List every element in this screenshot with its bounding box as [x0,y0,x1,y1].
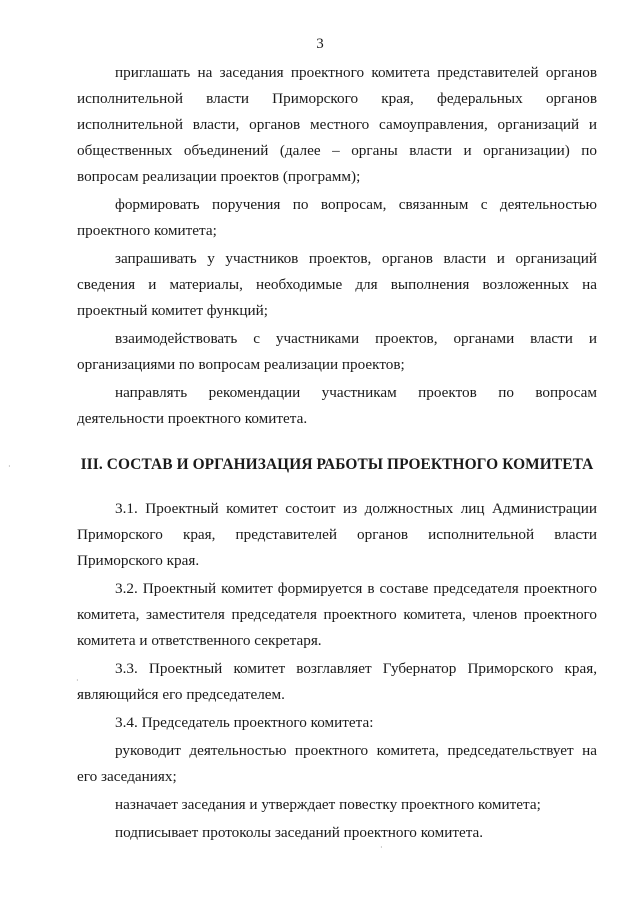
paragraph-3-3: 3.3. Проектный комитет возглавляет Губернатор Приморского края, являющийся его председателем. [77,660,597,703]
paragraph-interact: взаимодействовать с участниками проектов, органами власти и организациями по вопросам реализации проектов; [77,330,597,373]
paragraph-recommend: направлять рекомендации участникам проектов по вопросам деятельности проектного комитета. [77,384,597,427]
scan-artifact-mark: · [380,843,383,852]
paragraph-invite: приглашать на заседания проектного комитета представителей органов исполнительной власти Приморского края, федеральных органов исполнительной власти, органов местного самоуправления, организаций и общественных объединений (далее – органы власти и организации) по вопросам реализации проектов (программ); [77,64,597,185]
section-heading: III. СОСТАВ И ОРГАНИЗАЦИЯ РАБОТЫ ПРОЕКТНОГО КОМИТЕТА [80,456,594,473]
paragraph-3-1: 3.1. Проектный комитет состоит из должностных лиц Администрации Приморского края, представителей органов исполнительной власти Приморского края. [77,500,597,569]
paragraph-request: запрашивать у участников проектов, органов власти и организаций сведения и материалы, необходимые для выполнения возложенных на проектный комитет функций; [77,250,597,319]
page-number: 3 [316,36,324,52]
paragraph-instructions: формировать поручения по вопросам, связанным с деятельностью проектного комитета; [77,196,597,239]
scan-artifact-mark: · [76,676,79,685]
paragraph-3-2: 3.2. Проектный комитет формируется в составе председателя проектного комитета, заместителя председателя проектного комитета, членов проектного комитета и ответственного секретаря. [77,580,597,649]
paragraph-chair-signs: подписывает протоколы заседаний проектного комитета. [115,824,484,841]
paragraph-chair-schedules: назначает заседания и утверждает повестку проектного комитета; [115,796,541,813]
document-body [77,60,597,848]
paragraph-3-4: 3.4. Председатель проектного комитета: [115,714,374,731]
paragraph-chair-leads: руководит деятельностью проектного комитета, председательствует на его заседаниях; [77,742,597,785]
scan-artifact-mark: · [8,462,11,471]
